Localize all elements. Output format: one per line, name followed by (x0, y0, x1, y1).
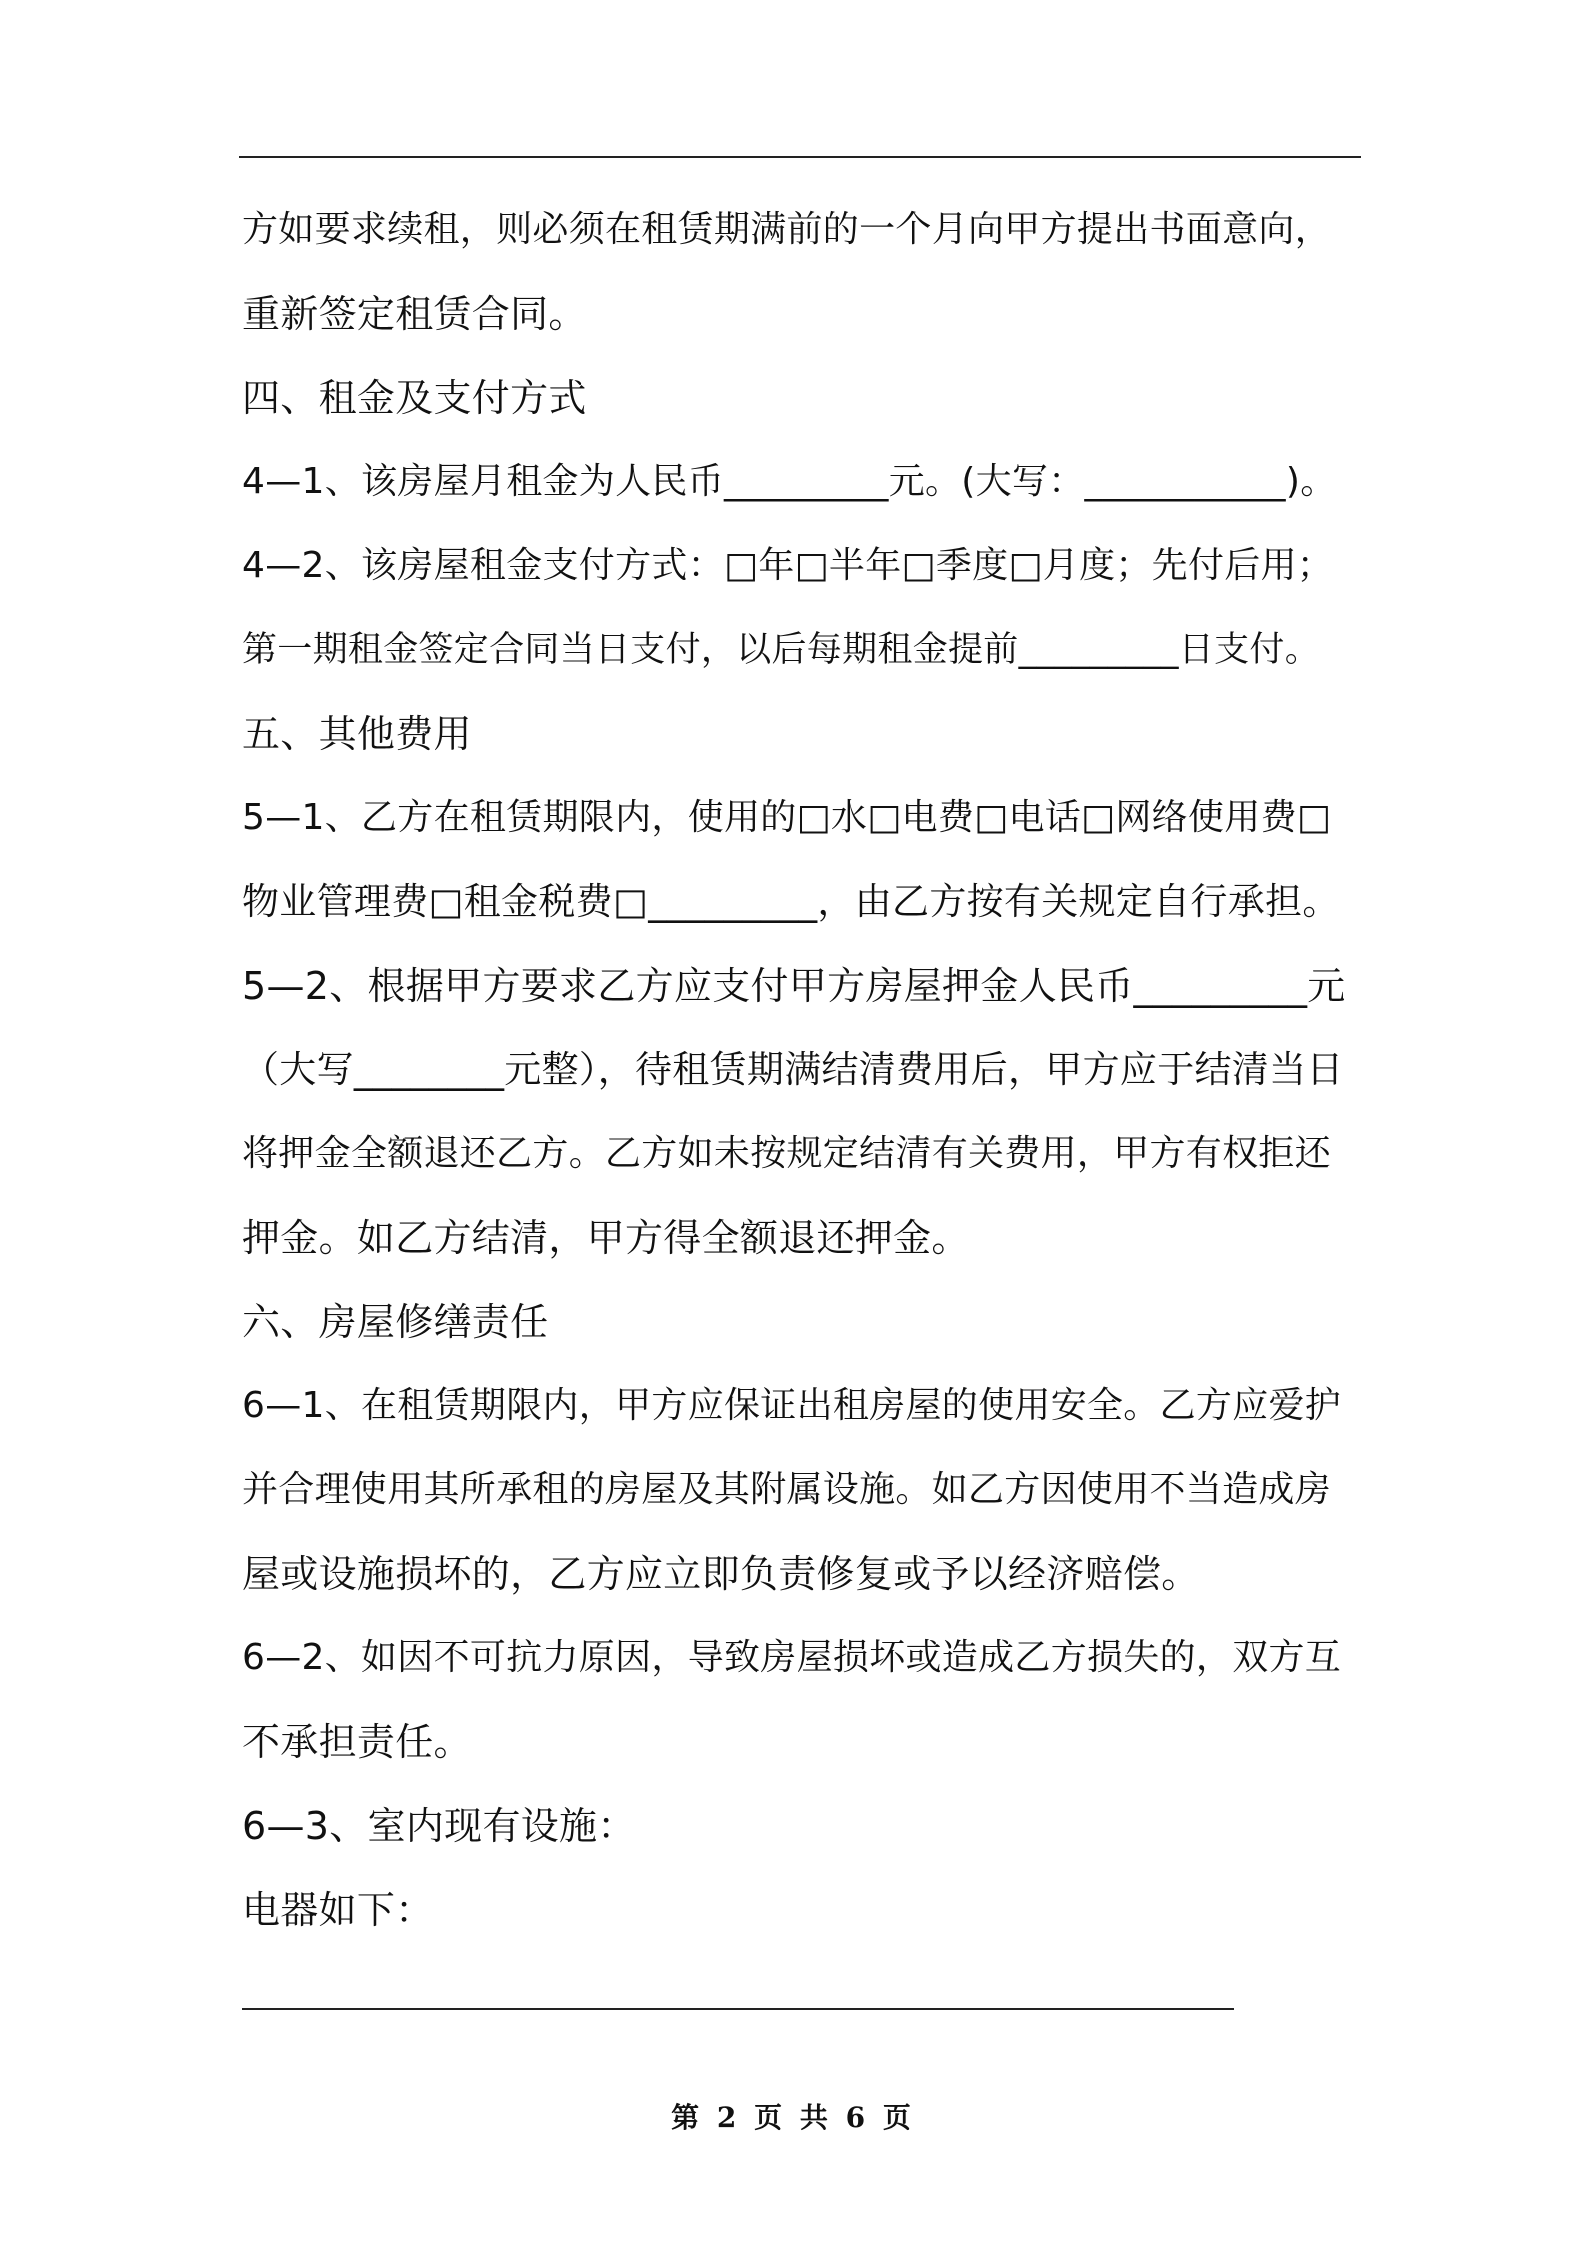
appliance-fill-line (242, 2008, 1234, 2010)
section-heading-rent: 四、租金及支付方式 (242, 376, 587, 420)
text-line: 将押金全额退还乙方。乙方如未按规定结清有关费用，甲方有权拒还 (242, 1133, 1332, 1174)
text-line: 4—2、该房屋租金支付方式：□年□半年□季度□月度；先付后用； (242, 545, 1334, 586)
section-heading-fees: 五、其他费用 (242, 712, 472, 756)
text-line: 屋或设施损坏的，乙方应立即负责修复或予以经济赔偿。 (242, 1552, 1200, 1596)
page-number-footer: 第 2 页 共 6 页 (671, 2101, 915, 2134)
text-line: 第一期租金签定合同当日支付，以后每期租金提前_________日支付。 (242, 630, 1321, 670)
header-rule (239, 156, 1361, 158)
text-line: 5—1、乙方在租赁期限内，使用的□水□电费□电话□网络使用费□ (242, 797, 1332, 838)
text-line: 6—2、如因不可抗力原因，导致房屋损坏或造成乙方损失的，双方互 (242, 1637, 1342, 1678)
text-line: 不承担责任。 (242, 1720, 472, 1764)
text-line: 电器如下： (242, 1888, 434, 1932)
text-line: 并合理使用其所承租的房屋及其附属设施。如乙方因使用不当造成房 (242, 1469, 1332, 1510)
text-line: 押金。如乙方结清，甲方得全额退还押金。 (242, 1216, 970, 1260)
text-line: 6—1、在租赁期限内，甲方应保证出租房屋的使用安全。乙方应爱护 (242, 1385, 1342, 1426)
text-line: 4—1、该房屋月租金为人民币_________元。(大写：___________)。 (242, 461, 1337, 502)
text-line: 5—2、根据甲方要求乙方应支付甲方房屋押金人民币_________元 (242, 964, 1346, 1008)
text-line: （大写________元整），待租赁期满结清费用后，甲方应于结清当日 (242, 1048, 1344, 1091)
text-line: 重新签定租赁合同。 (242, 292, 587, 336)
text-line: 方如要求续租，则必须在租赁期满前的一个月向甲方提出书面意向， (242, 209, 1332, 250)
section-heading-repair: 六、房屋修缮责任 (242, 1300, 549, 1344)
text-line: 6—3、室内现有设施： (242, 1804, 636, 1848)
text-line: 物业管理费□租金税费□_________，由乙方按有关规定自行承担。 (242, 880, 1340, 923)
